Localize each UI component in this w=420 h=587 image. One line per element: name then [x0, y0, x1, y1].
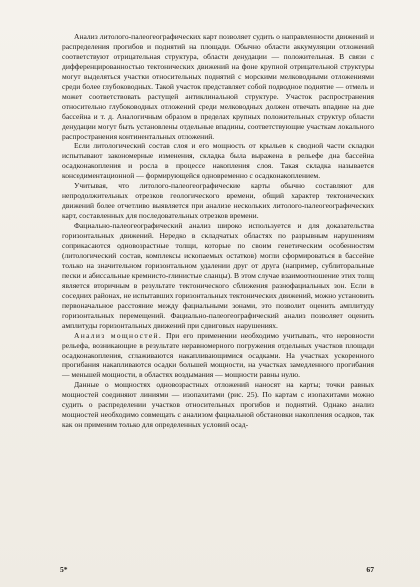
section-run-in-heading: Анализ мощностей.	[74, 330, 163, 340]
paragraph: Если литологический состав слоя и его мощность от крыльев к сводной части складки испытывают закономерные изменения, складка была выражена в рельефе дна бассейна осадконакопления и росла в процессе накопления слоя. Такая складка называется конседиментационной — формирующейся одновременно с осадконакоплением.	[62, 141, 374, 181]
paragraph: Анализ литолого-палеогеографических карт позволяет судить о направленности движений и распределения прогибов и поднятий на площади. Обычно области аккумуляции отложений соответствуют отрицательная структура, области денудации — положительная. В связи с дифференцированностью тектонических движений на фоне крупной отрицательной структуры могут выделяться участки относительных поднятий с морскими мелководными отложениями среди более глубоководных. Такой участок представляет собой подводное поднятие — отмель и может соответствовать растущей антиклинальной структуре. Участок распространения относительно глубоководных отложений среди мелководных должен отвечать впадине на дне бассейна и т. д. Аналогичным образом в пределах крупных положительных структур области денудации могут быть установлены отдельные впадины, соответствующие участкам локального распространения континентальных отложений.	[62, 32, 374, 141]
paragraph-text: При его применении необходимо учитывать, что неровности рельефа, возникающие в результате неравномерного погружения отдельных участков площади осадконакопления, сглаживаются накапливающимися осадками. На участках ускоренного прогибания накапливаются осадки большей мощности, на участках замедленного прогибания — меньшей мощности, в областях воздымания — мощности равны нулю.	[62, 330, 375, 380]
paragraph: Фациально-палеогеографический анализ широко используется и для доказательства горизонтальных движений. Нередко в складчатых областях по разрывным нарушениям соприкасаются одновозрастные толщи, которые по своим генетическим особенностям (литологический состав, комплексы ископаемых остатков) могли сформироваться в бассейне только на значительном горизонтальном удалении друг от друга (например, сублиторальные пески и абиссальные кремнисто-глинистые сланцы). В этом случае взаимоотношение этих толщ является вторичным в результате тектонического сближения разнофациальных зон. Если в соседних районах, не испытавших горизонтальных тектонических движений, можно установить первоначальное расстояние между фациальными зонами, это позволит оценить амплитуду горизонтальных перемещений. Фациально-палеогеографический анализ позволяет оценить амплитуды горизонтальных движений при сдвиговых нарушениях.	[62, 221, 374, 330]
printer-signature: 5*	[60, 565, 68, 574]
paragraph: Данные о мощностях одновозрастных отложений наносят на карты; точки равных мощностей соединяют линиями — изопахитами (рис. 25). По картам с изопахитами можно судить о распределении участков относительных прогибов и поднятий. Однако анализ мощностей необходимо совмещать с анализом фациальной обстановки накопления осадков, так как он применим только для определенных условий осад-	[62, 380, 374, 430]
body-text	[62, 32, 374, 430]
page-footer	[60, 565, 374, 574]
paragraph	[62, 331, 374, 381]
paragraph: Учитывая, что литолого-палеогеографические карты обычно составляют для непродолжительных отрезков геологического времени, общий характер тектонических движений более отчетливо выявляется при анализе нескольких литолого-палеогеографических карт, составленных для последовательных отрезков времени.	[62, 181, 374, 221]
page-number: 67	[366, 565, 374, 574]
